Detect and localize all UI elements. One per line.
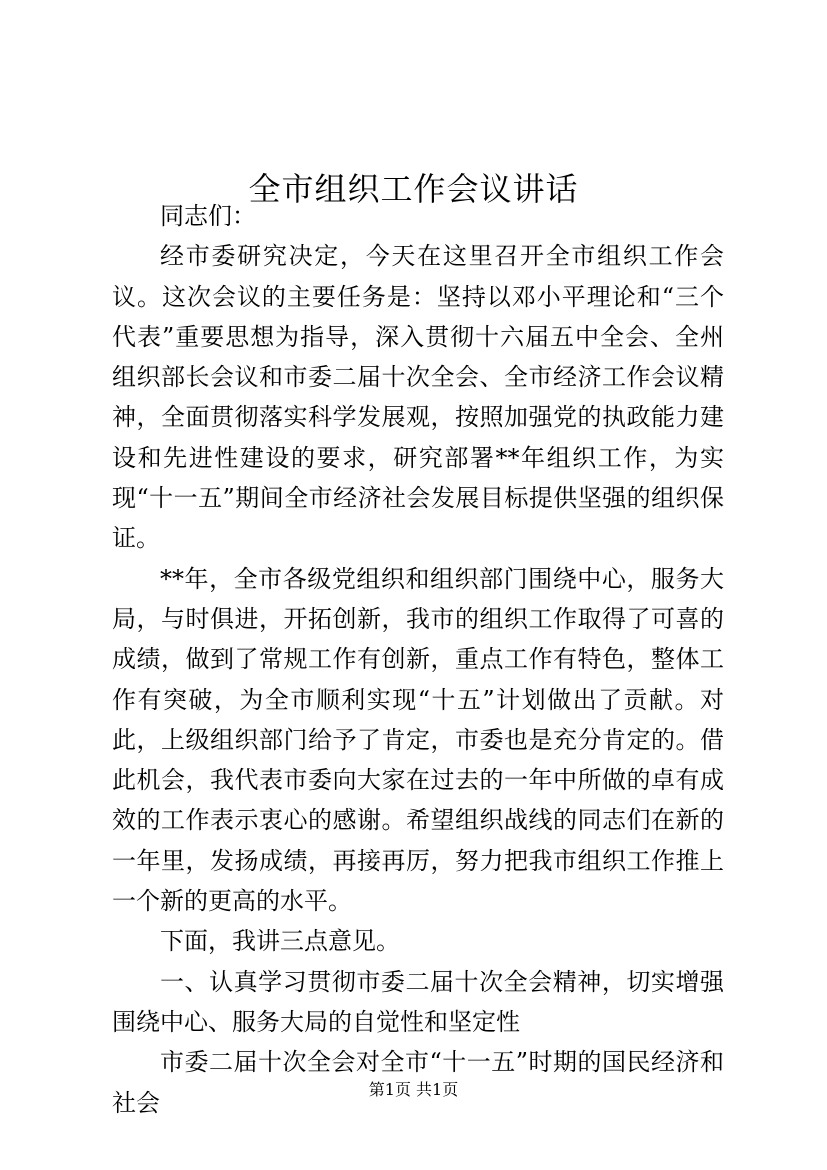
document-body: [112, 196, 724, 1123]
page-number-footer: 第1页 共1页: [368, 1080, 459, 1099]
document-title: 全市组织工作会议讲话: [248, 170, 579, 209]
body-paragraph: 经市委研究决定，今天在这里召开全市组织工作会议。这次会议的主要任务是：坚持以邓小平理论和“三个代表”重要思想为指导，深入贯彻十六届五中全会、全州组织部长会议和市委二届十次全会、全市经济工作会议精神，全面贯彻落实科学发展观，按照加强党的执政能力建设和先进性建设的要求，研究部署**年组织工作，为实现“十一五”期间全市经济社会发展目标提供坚强的组织保证。: [112, 242, 724, 553]
body-paragraph: **年，全市各级党组织和组织部门围绕中心，服务大局，与时俱进，开拓创新，我市的组织工作取得了可喜的成绩，做到了常规工作有创新，重点工作有特色，整体工作有突破，为全市顺利实现“十五”计划做出了贡献。对此，上级组织部门给予了肯定，市委也是充分肯定的。借此机会，我代表市委向大家在过去的一年中所做的卓有成效的工作表示衷心的感谢。希望组织战线的同志们在新的一年里，发扬成绩，再接再厉，努力把我市组织工作推上一个新的更高的水平。: [112, 564, 724, 916]
body-paragraph: 市委二届十次全会对全市“十一五”时期的国民经济和社会: [112, 1048, 724, 1117]
salutation-paragraph: 同志们：: [160, 202, 256, 230]
section-heading: 一、认真学习贯彻市委二届十次全会精神，切实增强围绕中心、服务大局的自觉性和坚定性: [112, 967, 724, 1036]
body-paragraph: 下面，我讲三点意见。: [160, 927, 400, 956]
